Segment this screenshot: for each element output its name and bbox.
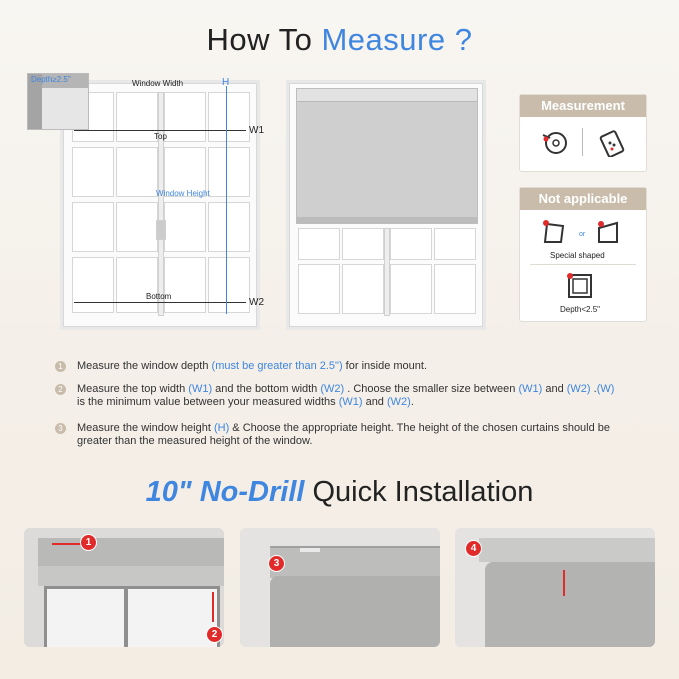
step-1: 1 Measure the window depth (must be greater than 2.5") for inside mount. <box>55 360 615 374</box>
window-width-label: Window Width <box>132 79 184 88</box>
step-badge-4: 4 <box>465 540 482 557</box>
depth-inset <box>27 73 89 130</box>
page-title <box>0 22 679 58</box>
window-panes <box>72 92 248 314</box>
measurement-card <box>519 94 647 172</box>
window-height-line <box>226 86 227 314</box>
tape-measure-icon <box>540 127 570 157</box>
top-label: Top <box>154 132 167 141</box>
shallow-depth-icon <box>566 272 594 300</box>
step-2: 2 Measure the top width (W1) and the bottom width (W2) . Choose the smaller size between (W1) and (W2) .(W) is the minimum value between your measured widths (W1) and (W2). <box>55 383 615 411</box>
window-diagram-left <box>60 77 264 330</box>
step-1-number: 1 <box>55 361 66 372</box>
installation-title <box>0 476 679 509</box>
title-prefix: How To <box>206 22 322 57</box>
window-panes-right <box>298 228 474 314</box>
roller-blind <box>296 88 478 224</box>
not-applicable-card-title: Not applicable <box>520 188 646 210</box>
install-photo-3 <box>455 528 655 647</box>
step-badge-1: 1 <box>80 534 97 551</box>
installation-accent: 10" No-Drill <box>145 476 305 508</box>
measurement-card-title: Measurement <box>520 95 646 117</box>
step-3-number: 3 <box>55 423 66 434</box>
w1-label: W1 <box>249 125 264 136</box>
title-accent: Measure ? <box>321 22 473 57</box>
depth-label: Depth≥2.5" <box>31 75 71 84</box>
special-shaped-label: Special shaped <box>550 251 605 260</box>
window-diagram-right <box>286 80 486 330</box>
bottom-label: Bottom <box>146 292 172 301</box>
h-label: H <box>222 77 230 88</box>
special-shape-window-icon <box>542 220 566 244</box>
step-badge-3: 3 <box>268 555 285 572</box>
window-height-label: Window Height <box>156 189 210 198</box>
w2-label: W2 <box>249 297 264 308</box>
step-badge-2: 2 <box>206 626 223 643</box>
top-width-line <box>74 130 246 131</box>
slanted-window-icon <box>596 220 620 244</box>
bottom-width-line <box>74 302 246 303</box>
step-2-number: 2 <box>55 384 66 395</box>
depth-less-label: Depth<2.5" <box>560 305 600 314</box>
installation-rest: Quick Installation <box>304 476 534 508</box>
or-label: or <box>579 231 586 238</box>
install-photo-2 <box>240 528 440 647</box>
step-3: 3 Measure the window height (H) & Choose the appropriate height. The height of the chosen curtains should be greater than the measured height of the window. <box>55 422 615 450</box>
install-photo-1 <box>24 528 224 647</box>
not-applicable-card <box>519 187 647 322</box>
laser-meter-icon <box>596 127 626 157</box>
